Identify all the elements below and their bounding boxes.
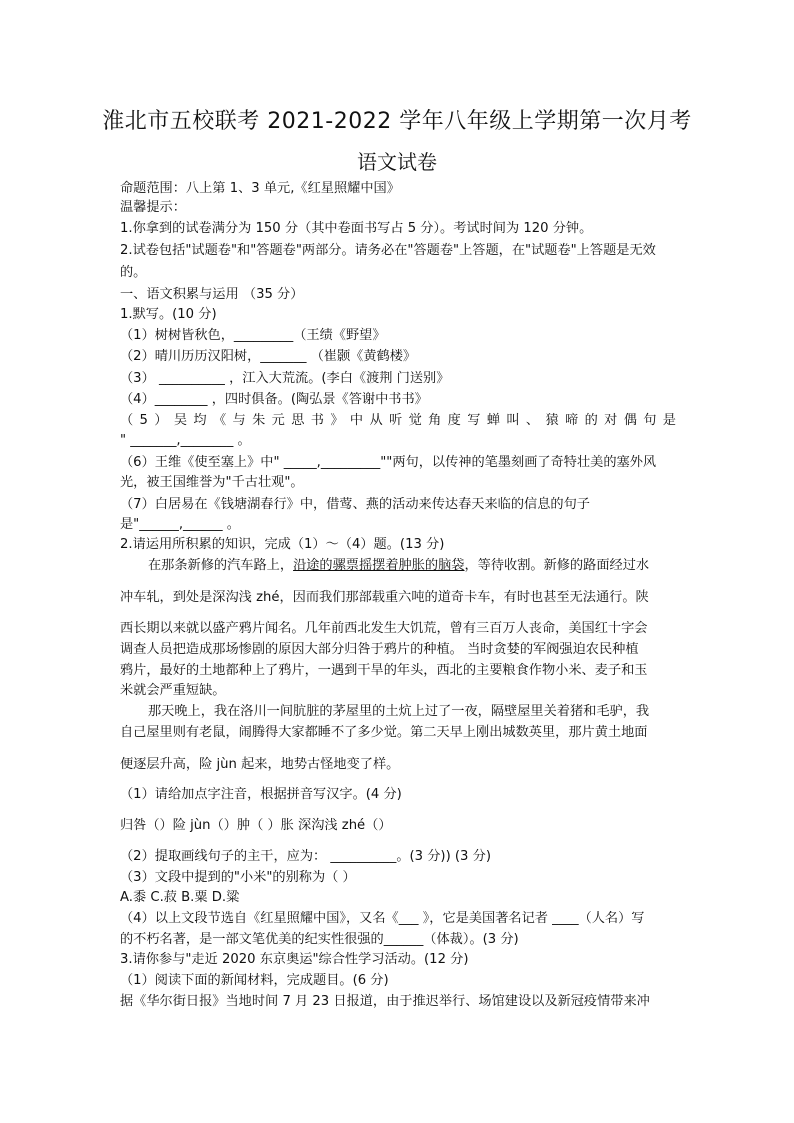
passage-p1-line-4: 调查人员把造成那场惨剧的原因大部分归咎于鸦片的种植。 当时贪婪的军阀强迫农民种植	[120, 642, 639, 657]
exam-title: 淮北市五校联考 2021-2022 学年八年级上学期第一次月考	[102, 109, 692, 134]
q1-item-7-blank: 是"______,______ 。	[120, 517, 240, 532]
q1-item-7: （7）白居易在《钱塘湖春行》中，借莺、燕的活动来传达春天来临的信息的句子	[120, 497, 590, 512]
exam-scope: 命题范围：八上第 1、3 单元,《红星照耀中国》	[120, 181, 400, 196]
q2-sub-3: （3）文段中提到的"小米"的别称为（ ）	[120, 870, 356, 885]
exam-subtitle: 语文试卷	[357, 150, 437, 174]
q2-sub-4: （4）以上文段节选自《红星照耀中国》，又名《___ 》，它是美国著名记者 ____（人名）写	[120, 911, 645, 926]
passage-p2-line-3: 便逐层升高，险 jùn 起来，地势古怪地变了样。	[120, 757, 400, 772]
tip-2: 2.试卷包括"试题卷"和"答题卷"两部分。请务必在"答题卷"上答题，在"试题卷"上答题是无效	[120, 243, 656, 258]
q2-sub-3-options: A.黍 C.菽 B.粟 D.粱	[120, 890, 240, 905]
q1-item-5-blank: " _______,________ 。	[120, 433, 251, 448]
passage-p2-line-2: 自己屋里则有老鼠，闹腾得大家都睡不了多少觉。第二天早上刚出城数英里，那片黄土地面	[120, 725, 648, 740]
passage-p1-line-2: 冲车轧，到处是深沟浅 zhé，因而我们那部载重六吨的道奇卡车，有时也甚至无法通行。陕	[120, 590, 649, 605]
passage-text: 在那条新修的汽车路上，	[148, 558, 294, 573]
q2-sub-1: （1）请给加点字注音，根据拼音写汉字。(4 分)	[120, 787, 402, 802]
q1-item-6: （6）王维《使至塞上》中" _____,_________""两句，以传神的笔墨刻画了奇特壮美的塞外风	[120, 455, 657, 470]
section-1-heading: 一、语文积累与运用 （35 分）	[120, 287, 304, 302]
passage-p1-line-5: 鸦片，最好的土地都种上了鸦片，一遇到干旱的年头，西北的主要粮食作物小米、麦子和玉	[120, 663, 648, 678]
underlined-sentence: 沿途的骡票摇摆着肿胀的脑袋	[293, 558, 465, 573]
passage-p1-line-6: 米就会严重短缺。	[120, 683, 226, 698]
q1-heading: 1.默写。(10 分)	[120, 307, 217, 322]
q3-heading: 3.请你参与"走近 2020 东京奥运"综合性学习活动。(12 分)	[120, 952, 469, 967]
q2-sub-4-cont: 的不朽名著，是一部文笔优美的纪实性很强的______（体裁）。(3 分)	[120, 932, 519, 947]
q1-item-3: （3） __________ ，江入大荒流。(李白《渡荆 门送别》	[120, 371, 450, 386]
passage-text: ，等待收割。新修的路面经过水	[464, 558, 650, 573]
q1-item-2: （2）晴川历历汉阳树，_______ （崔颢《黄鹤楼》	[120, 349, 417, 364]
q3-news-line-1: 据《华尔街日报》当地时间 7 月 23 日报道，由于推迟举行、场馆建设以及新冠疫情带来冲	[120, 994, 650, 1009]
q1-item-4: （4）________ ，四时俱备。(陶弘景《答谢中书书》	[120, 392, 428, 407]
passage-p1-line-1	[120, 557, 676, 575]
q2-sub-2: （2）提取画线句子的主干，应为： __________。(3 分)) (3 分)	[120, 849, 491, 864]
q1-item-6-cont: 光，被王国维誉为"千古壮观"。	[120, 475, 304, 490]
tips-heading: 温馨提示：	[120, 200, 186, 215]
q3-sub-1: （1）阅读下面的新闻材料，完成题目。(6 分)	[120, 973, 389, 988]
passage-p2-line-1: 那天晚上，我在洛川一间肮脏的茅屋里的土炕上过了一夜，隔壁屋里关着猪和毛驴，我	[148, 704, 650, 719]
tip-1: 1.你拿到的试卷满分为 150 分（其中卷面书写占 5 分）。考试时间为 120 分钟。	[120, 221, 593, 236]
q1-item-5: （5）吴均《与朱元思书》中从听觉角度写蝉叫、猿啼的对偶句是	[120, 413, 676, 428]
tip-2-cont: 的。	[120, 265, 147, 280]
q2-sub-1-answers: 归咎（）险 jùn（）肿（ ）胀 深沟浅 zhé（）	[120, 818, 392, 833]
q2-heading: 2.请运用所积累的知识，完成（1）～（4）题。(13 分)	[120, 537, 445, 552]
q1-item-1: （1）树树皆秋色，_________（王绩《野望》	[120, 328, 386, 343]
passage-p1-line-3: 西长期以来就以盛产鸦片闻名。几年前西北发生大饥荒，曾有三百万人丧命，美国红十字会	[120, 621, 648, 636]
